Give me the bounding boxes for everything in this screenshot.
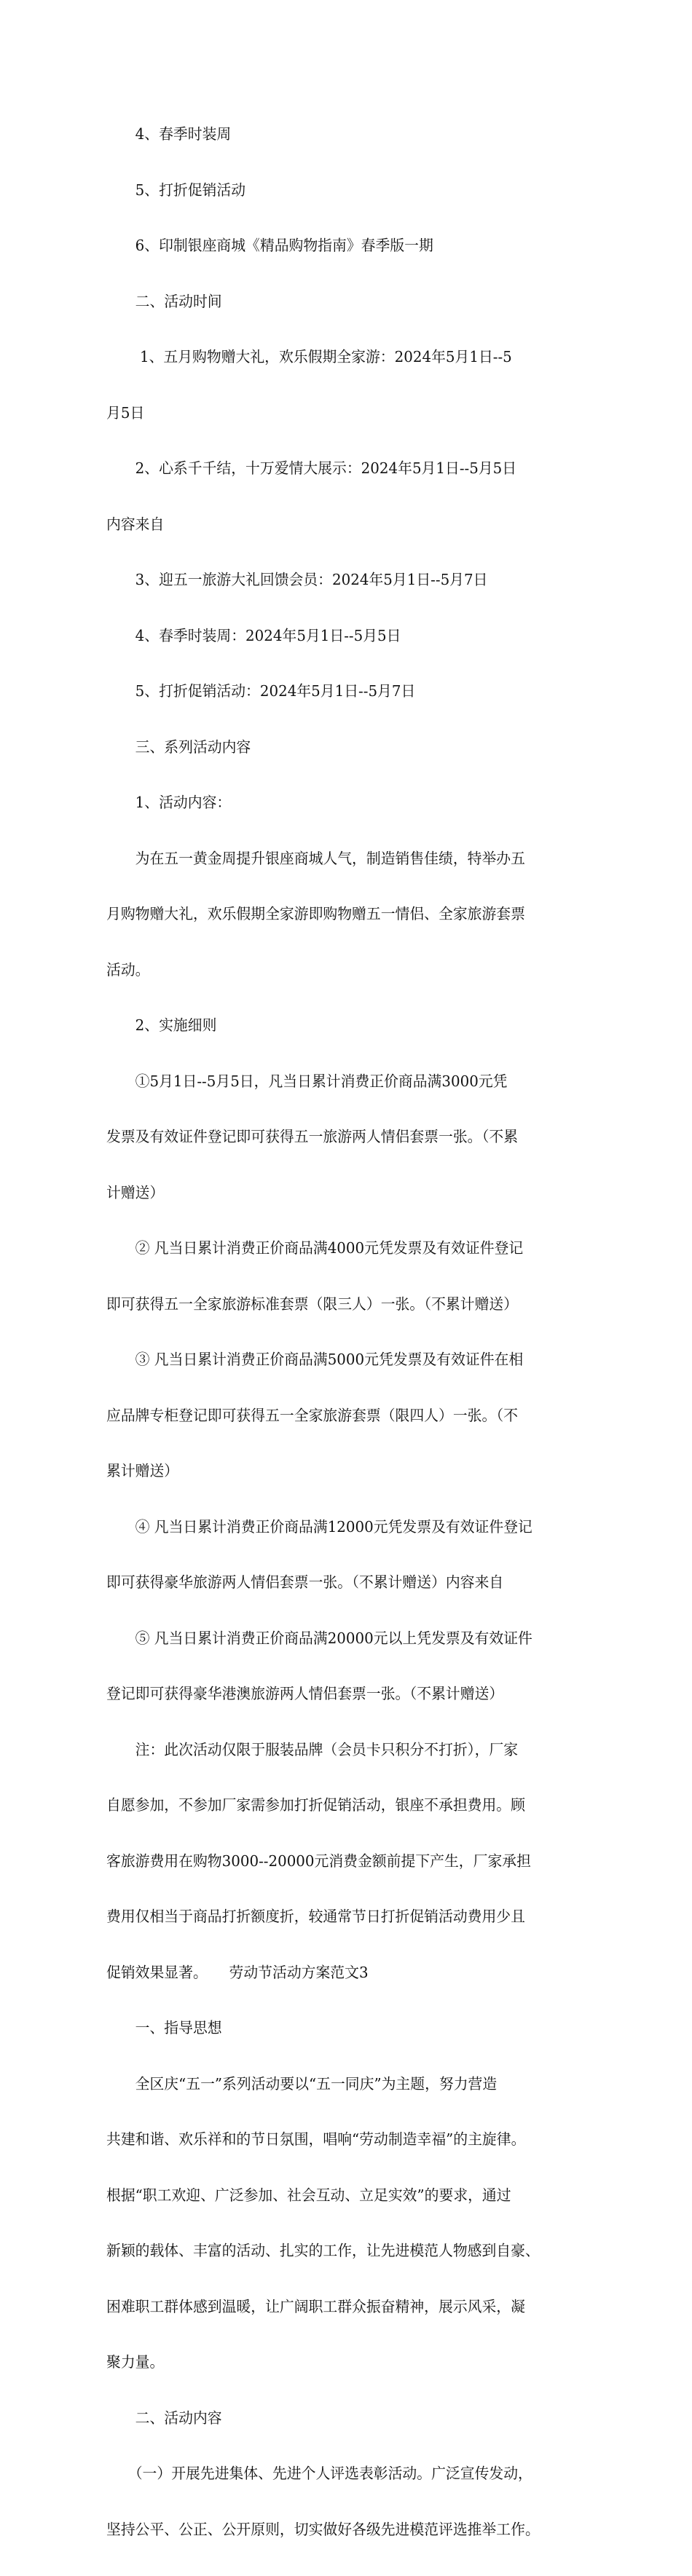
text-line: 5、打折促销活动：2024年5月1日--5月7日 — [106, 682, 416, 700]
text-line: ⑤ 凡当日累计消费正价商品满20000元以上凭发票及有效证件 — [106, 1629, 532, 1647]
section-heading: 二、活动时间 — [106, 292, 222, 310]
text-line: 1、五月购物赠大礼，欢乐假期全家游：2024年5月1日--5 — [106, 348, 512, 366]
text-line: 根据“职工欢迎、广泛参加、社会互动、立足实效”的要求，通过 — [106, 2186, 511, 2204]
text-line: 6、印制银座商城《精品购物指南》春季版一期 — [106, 237, 433, 254]
text-line: 3、迎五一旅游大礼回馈会员：2024年5月1日--5月7日 — [106, 571, 488, 588]
section-heading: 三、系列活动内容 — [106, 738, 251, 756]
text-line: 活动。 — [106, 960, 150, 979]
text-line: 4、春季时装周：2024年5月1日--5月5日 — [106, 626, 401, 644]
text-line: 即可获得豪华旅游两人情侣套票一张。（不累计赠送）内容来自 — [106, 1573, 504, 1591]
text-line: 共建和谐、欢乐祥和的节日氛围，唱响“劳动制造幸福”的主旋律。 — [106, 2130, 526, 2148]
text-line: 计赠送） — [106, 1183, 165, 1201]
document-body — [106, 88, 594, 2576]
text-line: 内容来自 — [106, 515, 165, 533]
text-line: 2、实施细则 — [106, 1016, 217, 1034]
text-line: 5、打折促销活动 — [106, 181, 246, 199]
text-line: 自愿参加，不参加厂家需参加打折促销活动，银座不承担费用。顾 — [106, 1796, 525, 1814]
text-line: 月购物赠大礼，欢乐假期全家游即购物赠五一情侣、全家旅游套票 — [106, 905, 525, 922]
text-line: 即可获得五一全家旅游标准套票（限三人）一张。（不累计赠送） — [106, 1295, 519, 1313]
section-heading: 二、活动内容 — [106, 2409, 222, 2427]
text-line: 费用仅相当于商品打折额度折，较通常节日打折促销活动费用少且 — [106, 1908, 525, 1925]
text-line: （一）开展先进集体、先进个人评选表彰活动。广泛宣传发动， — [106, 2465, 532, 2482]
text-line: 新颖的载体、丰富的活动、扎实的工作，让先进模范人物感到自豪、 — [106, 2242, 540, 2259]
text-line: ①5月1日--5月5日，凡当日累计消费正价商品满3000元凭 — [106, 1072, 508, 1090]
text-line: 登记即可获得豪华港澳旅游两人情侣套票一张。（不累计赠送） — [106, 1685, 504, 1702]
text-line: 应品牌专柜登记即可获得五一全家旅游套票（限四人）一张。（不 — [106, 1406, 519, 1424]
section-heading: 一、指导思想 — [106, 2019, 222, 2036]
text-line: 促销效果显著。 劳动节活动方案范文3 — [106, 1963, 369, 1981]
text-line: 2、心系千千结，十万爱情大展示：2024年5月1日--5月5日 — [106, 459, 517, 477]
text-line: ② 凡当日累计消费正价商品满4000元凭发票及有效证件登记 — [106, 1239, 524, 1257]
text-line: 客旅游费用在购物3000--20000元消费金额前提下产生，厂家承担 — [106, 1852, 531, 1870]
text-line: 累计赠送） — [106, 1462, 179, 1479]
text-line: 为在五一黄金周提升银座商城人气，制造销售佳绩，特举办五 — [106, 849, 525, 867]
text-line: ③ 凡当日累计消费正价商品满5000元凭发票及有效证件在相 — [106, 1351, 524, 1368]
text-line: 聚力量。 — [106, 2353, 165, 2371]
text-line: 发票及有效证件登记即可获得五一旅游两人情侣套票一张。（不累 — [106, 1128, 519, 1145]
text-line: ④ 凡当日累计消费正价商品满12000元凭发票及有效证件登记 — [106, 1517, 532, 1536]
text-line: 困难职工群体感到温暖，让广阔职工群众振奋精神，展示风采，凝 — [106, 2297, 525, 2315]
text-line: 4、春季时装周 — [106, 125, 232, 143]
text-line: 注：此次活动仅限于服装品牌（会员卡只积分不打折），厂家 — [106, 1740, 519, 1758]
text-line: 坚持公平、公正、公开原则，切实做好各级先进模范评选推举工作。 — [106, 2520, 540, 2538]
text-line: 全区庆“五一”系列活动要以“五一同庆”为主题，努力营造 — [106, 2074, 498, 2093]
text-line: 1、活动内容： — [106, 794, 232, 811]
text-line: 月5日 — [106, 403, 145, 422]
